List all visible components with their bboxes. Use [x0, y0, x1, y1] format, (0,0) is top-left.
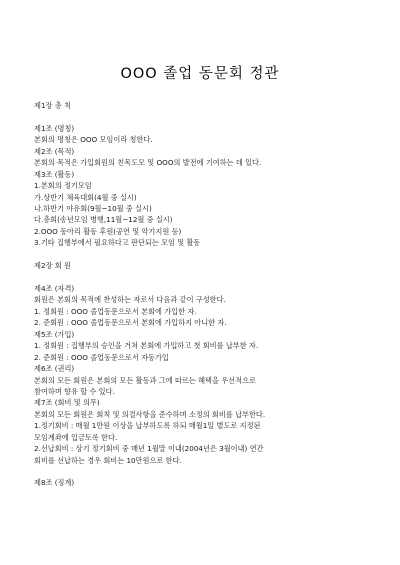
text-line: 회원은 본회의 목적에 찬성하는 자로서 다음과 같이 구성한다. [34, 295, 226, 305]
text-line: 제5조 (가입) [34, 329, 75, 339]
text-line: 회비를 선납하는 경우 회비는 10만원으로 한다. [34, 455, 182, 465]
text-line: 제1조 (명칭) [34, 123, 75, 133]
blank-line [34, 249, 384, 260]
text-line: 다.총회(송년모임 병행,11월~12월 중 실시) [34, 215, 173, 225]
text-line: 모임계좌에 입금토록 한다. [34, 432, 118, 442]
text-line: 2. 준회원 : OOO 졸업동문으로서 자동가입 [34, 352, 169, 362]
text-line: 1.본회의 정기모임 [34, 181, 92, 191]
text-line: 나.하반기 야유회(9월~10월 중 실시) [34, 203, 152, 213]
text-line: 제8조 (징계) [34, 478, 75, 488]
text-line: 본회의 목적은 가입회원의 친목도모 및 OOO의 발전에 기여하는 데 있다. [34, 158, 262, 168]
text-line: 참여하며 향유 할 수 있다. [34, 386, 115, 396]
text-line: 2. 준회원 : OOO 졸업동문으로서 본회에 가입하지 아니한 자. [34, 318, 227, 328]
document-body [34, 100, 384, 489]
blank-line [34, 272, 384, 283]
text-line: 가.상반기 체육대회(4월 중 실시) [34, 192, 137, 202]
text-line: 제4조 (자격) [34, 284, 75, 293]
text-line: 본회의 모든 회원은 회칙 및 의결사항을 준수하며 소정의 회비를 납부한다. [34, 409, 266, 419]
blank-line [34, 111, 384, 122]
text-line: 제6조 (권리) [34, 364, 75, 374]
text-line: 본회의 명칭은 OOO 모임이라 칭한다. [34, 135, 153, 145]
text-line: 3.기타 집행부에서 필요하다고 판단되는 모임 및 활동 [34, 238, 201, 248]
text-line: 본회의 모든 회원은 본회의 모든 활동과 그에 따르는 혜택을 우선적으로 [34, 375, 256, 385]
text-line: 제7조 (회비 및 의무) [34, 398, 100, 408]
text-line: 1. 정회원 : 집행부의 승인을 거쳐 본회에 가입하고 첫 회비를 납부한 자. [34, 341, 259, 351]
text-line: 제2장 회 원 [34, 261, 71, 271]
document-title: OOO 졸업 동문회 정관 [120, 66, 280, 82]
text-line: 제3조 (활동) [34, 169, 75, 179]
text-line: 2.OOO 동아리 활동 후원(공연 및 악기지원 등) [34, 226, 182, 236]
blank-line [34, 466, 384, 477]
text-line: 제2조 (목적) [34, 146, 75, 156]
text-line: 1. 정회원 : OOO 졸업동문으로서 본회에 가입한 자. [34, 306, 197, 316]
text-line: 1.정기회비 : 매월 1만원 이상을 납부하도록 하되 매월1일 별도로 지정된 [34, 421, 261, 431]
text-line: 2.선납회비 : 상기 정기회비 중 매년 1월말 이내(2004년은 3월이내) 연간 [34, 444, 264, 454]
text-line: 제1장 총 칙 [34, 101, 71, 110]
